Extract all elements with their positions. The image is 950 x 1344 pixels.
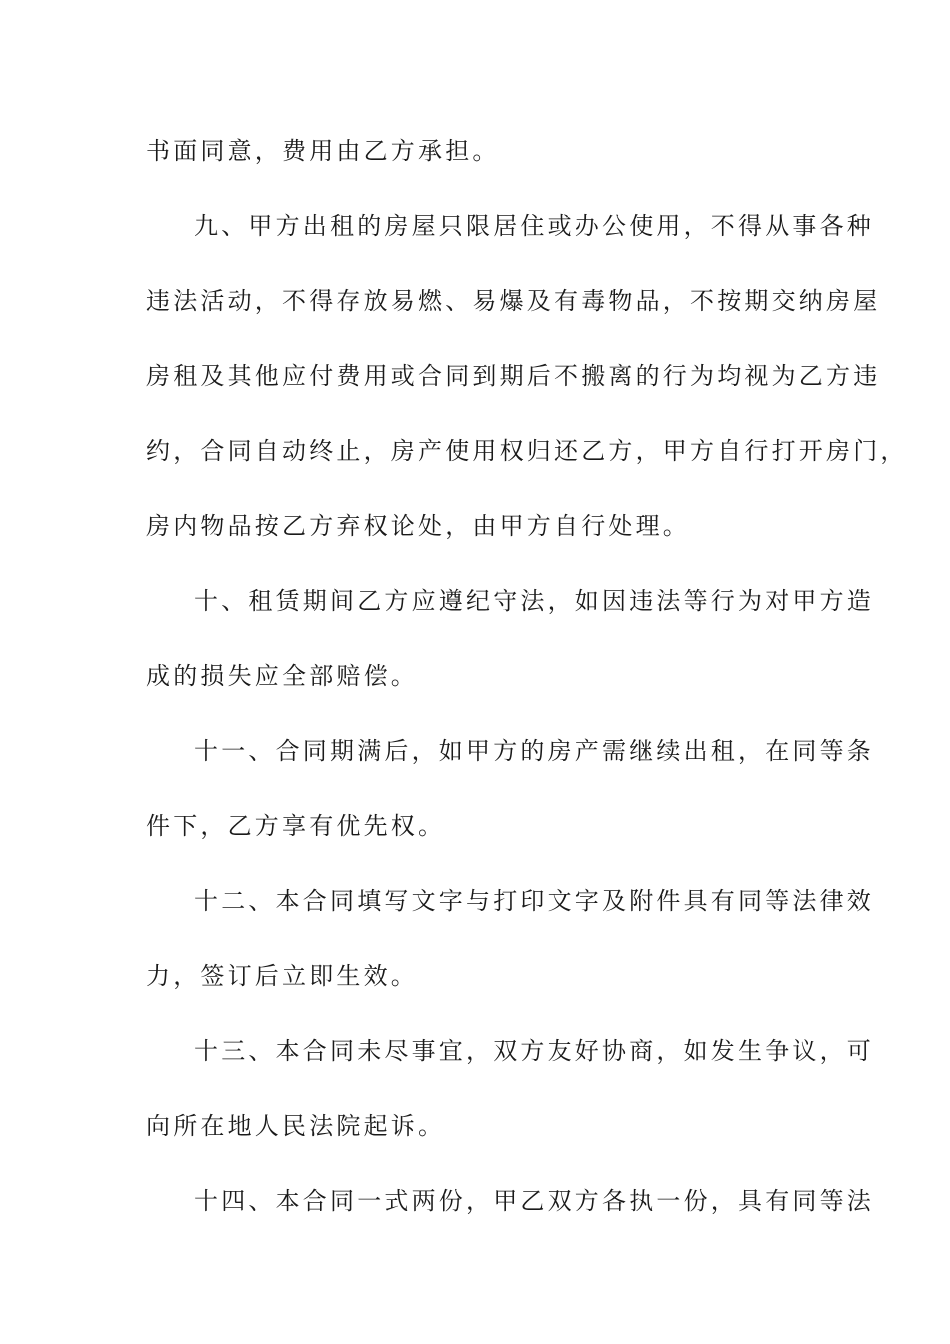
text-line: 件下，乙方享有优先权。	[146, 812, 446, 840]
text-line: 十二、本合同填写文字与打印文字及附件具有同等法律效	[194, 887, 874, 915]
text-line: 约，合同自动终止，房产使用权归还乙方，甲方自行打开房门，	[146, 437, 908, 465]
text-line: 十、租赁期间乙方应遵纪守法，如因违法等行为对甲方造	[194, 587, 874, 615]
text-line: 十四、本合同一式两份，甲乙双方各执一份，具有同等法	[194, 1187, 874, 1215]
text-line: 九、甲方出租的房屋只限居住或办公使用，不得从事各种	[194, 212, 874, 240]
text-line: 书面同意，费用由乙方承担。	[146, 137, 500, 165]
text-line: 向所在地人民法院起诉。	[146, 1112, 446, 1140]
text-line: 十三、本合同未尽事宜，双方友好协商，如发生争议，可	[194, 1037, 874, 1065]
text-line: 十一、合同期满后，如甲方的房产需继续出租，在同等条	[194, 737, 874, 765]
text-line: 房内物品按乙方弃权论处，由甲方自行处理。	[146, 512, 690, 540]
text-line: 房租及其他应付费用或合同到期后不搬离的行为均视为乙方违	[146, 362, 881, 390]
text-line: 力，签订后立即生效。	[146, 962, 418, 990]
text-line: 违法活动，不得存放易燃、易爆及有毒物品，不按期交纳房屋	[146, 287, 881, 315]
text-line: 成的损失应全部赔偿。	[146, 662, 418, 690]
